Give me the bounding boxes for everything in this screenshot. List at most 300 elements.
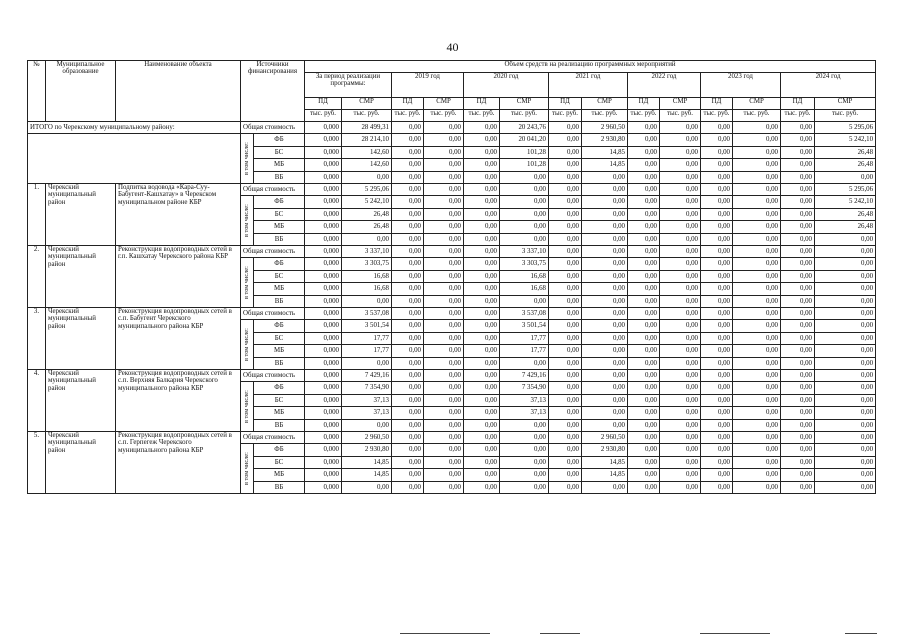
value-cell: 0,00 xyxy=(342,419,392,432)
source-label: ФБ xyxy=(254,444,305,457)
header-unit: тыс. руб. xyxy=(305,110,342,122)
value-cell: 0,00 xyxy=(815,469,876,482)
value-cell: 0,00 xyxy=(549,308,582,320)
value-cell: 0,00 xyxy=(424,432,464,444)
value-cell: 0,00 xyxy=(733,122,781,134)
value-cell: 5 295,06 xyxy=(815,184,876,196)
value-cell: 0,00 xyxy=(500,456,549,469)
value-cell: 0,00 xyxy=(628,345,660,358)
incl-label: в том числе: xyxy=(241,196,254,246)
value-cell: 0,00 xyxy=(424,456,464,469)
header-unit: тыс. руб. xyxy=(733,110,781,122)
value-cell: 0,00 xyxy=(815,233,876,246)
value-cell: 2 960,50 xyxy=(582,432,628,444)
value-cell: 0,00 xyxy=(500,357,549,370)
header-pd: ПД xyxy=(701,98,733,110)
value-cell: 0,00 xyxy=(660,320,701,333)
value-cell: 0,00 xyxy=(464,258,500,271)
value-cell: 0,00 xyxy=(549,208,582,221)
value-cell: 0,00 xyxy=(701,308,733,320)
row-number: 3. xyxy=(28,308,46,370)
municipality-name: Черекский муниципальный район xyxy=(46,184,116,246)
value-cell: 17,77 xyxy=(500,345,549,358)
value-cell: 0,00 xyxy=(733,444,781,457)
value-cell: 0,00 xyxy=(660,233,701,246)
source-label: БС xyxy=(254,394,305,407)
value-cell: 0,00 xyxy=(733,308,781,320)
value-cell: 0,00 xyxy=(500,444,549,457)
value-cell: 0,00 xyxy=(628,357,660,370)
value-cell: 0,00 xyxy=(549,394,582,407)
value-cell: 3 537,08 xyxy=(500,308,549,320)
incl-label: в том числе: xyxy=(241,134,254,184)
value-cell: 0,00 xyxy=(701,407,733,420)
value-cell: 0,00 xyxy=(733,394,781,407)
value-cell: 0,00 xyxy=(342,481,392,494)
value-cell: 0,00 xyxy=(781,481,815,494)
header-row xyxy=(28,61,876,73)
table-row xyxy=(28,432,876,444)
value-cell: 0,00 xyxy=(392,345,424,358)
value-cell: 0,00 xyxy=(464,146,500,159)
value-cell: 0,00 xyxy=(392,308,424,320)
value-cell: 0,00 xyxy=(628,456,660,469)
value-cell: 0,00 xyxy=(815,407,876,420)
header-smr: СМР xyxy=(815,98,876,110)
value-cell: 0,000 xyxy=(305,283,342,296)
value-cell: 0,00 xyxy=(781,332,815,345)
value-cell: 0,00 xyxy=(781,258,815,271)
value-cell: 0,00 xyxy=(701,332,733,345)
value-cell: 0,00 xyxy=(549,469,582,482)
value-cell: 0,00 xyxy=(392,283,424,296)
value-cell: 0,00 xyxy=(500,233,549,246)
value-cell: 28 499,31 xyxy=(342,122,392,134)
object-name: Реконструкция водопроводных сетей в с.п. Верхняя Балкария Черекского муниципального района КБР xyxy=(116,370,241,432)
value-cell: 0,000 xyxy=(305,270,342,283)
value-cell: 0,00 xyxy=(464,456,500,469)
value-cell: 0,00 xyxy=(628,221,660,234)
value-cell: 0,00 xyxy=(781,233,815,246)
source-label: Общая стоимость xyxy=(241,184,305,196)
value-cell: 0,00 xyxy=(392,444,424,457)
header-period: 2021 год xyxy=(549,73,628,98)
value-cell: 0,00 xyxy=(392,184,424,196)
value-cell: 0,00 xyxy=(660,246,701,258)
value-cell: 0,00 xyxy=(500,432,549,444)
value-cell: 0,00 xyxy=(628,159,660,172)
value-cell: 0,000 xyxy=(305,469,342,482)
value-cell: 2 960,50 xyxy=(342,432,392,444)
value-cell: 0,00 xyxy=(424,370,464,382)
value-cell: 0,000 xyxy=(305,246,342,258)
value-cell: 0,00 xyxy=(628,481,660,494)
value-cell: 0,00 xyxy=(628,432,660,444)
value-cell: 0,00 xyxy=(424,394,464,407)
value-cell: 3 303,75 xyxy=(342,258,392,271)
value-cell: 0,00 xyxy=(701,196,733,209)
value-cell: 0,00 xyxy=(628,419,660,432)
value-cell: 0,00 xyxy=(660,308,701,320)
value-cell: 0,00 xyxy=(392,122,424,134)
value-cell: 0,00 xyxy=(424,345,464,358)
value-cell: 0,00 xyxy=(628,196,660,209)
value-cell: 0,00 xyxy=(815,308,876,320)
source-label: МБ xyxy=(254,407,305,420)
value-cell: 0,00 xyxy=(582,332,628,345)
value-cell: 0,000 xyxy=(305,208,342,221)
value-cell: 0,00 xyxy=(733,456,781,469)
value-cell: 0,00 xyxy=(660,357,701,370)
value-cell: 0,00 xyxy=(815,456,876,469)
value-cell: 0,00 xyxy=(733,357,781,370)
value-cell: 0,00 xyxy=(549,332,582,345)
value-cell: 0,00 xyxy=(628,370,660,382)
source-label: МБ xyxy=(254,469,305,482)
value-cell: 0,000 xyxy=(305,481,342,494)
source-label: МБ xyxy=(254,345,305,358)
header-smr: СМР xyxy=(733,98,781,110)
value-cell: 0,000 xyxy=(305,184,342,196)
value-cell: 0,00 xyxy=(549,345,582,358)
value-cell: 0,00 xyxy=(392,407,424,420)
value-cell: 20 041,20 xyxy=(500,134,549,147)
value-cell: 0,00 xyxy=(701,134,733,147)
value-cell: 0,00 xyxy=(733,208,781,221)
value-cell: 0,00 xyxy=(500,171,549,184)
value-cell: 0,00 xyxy=(500,295,549,308)
value-cell: 0,000 xyxy=(305,159,342,172)
value-cell: 0,00 xyxy=(392,208,424,221)
value-cell: 0,000 xyxy=(305,258,342,271)
footer-line xyxy=(845,633,877,634)
value-cell: 0,00 xyxy=(582,196,628,209)
value-cell: 0,00 xyxy=(424,233,464,246)
value-cell: 0,00 xyxy=(392,270,424,283)
value-cell: 0,00 xyxy=(701,246,733,258)
value-cell: 0,00 xyxy=(781,246,815,258)
value-cell: 0,00 xyxy=(733,233,781,246)
value-cell: 0,00 xyxy=(392,233,424,246)
value-cell: 0,00 xyxy=(392,370,424,382)
total-blank xyxy=(28,134,241,184)
source-label: ВБ xyxy=(254,357,305,370)
value-cell: 0,00 xyxy=(464,308,500,320)
header-no: № xyxy=(28,61,46,122)
value-cell: 0,00 xyxy=(815,320,876,333)
value-cell: 0,00 xyxy=(549,233,582,246)
source-label: ФБ xyxy=(254,320,305,333)
value-cell: 0,00 xyxy=(701,171,733,184)
table-row xyxy=(28,184,876,196)
source-label: Общая стоимость xyxy=(241,370,305,382)
value-cell: 0,00 xyxy=(464,184,500,196)
header-smr: СМР xyxy=(424,98,464,110)
header-smr: СМР xyxy=(342,98,392,110)
value-cell: 0,00 xyxy=(781,419,815,432)
value-cell: 0,00 xyxy=(392,432,424,444)
value-cell: 26,48 xyxy=(342,208,392,221)
value-cell: 16,68 xyxy=(342,283,392,296)
source-label: МБ xyxy=(254,159,305,172)
value-cell: 5 295,06 xyxy=(342,184,392,196)
value-cell: 0,00 xyxy=(424,283,464,296)
value-cell: 0,00 xyxy=(701,357,733,370)
value-cell: 0,00 xyxy=(660,444,701,457)
header-volume: Объем средств на реализацию программных мероприятий xyxy=(305,61,876,73)
value-cell: 0,00 xyxy=(781,456,815,469)
value-cell: 0,00 xyxy=(781,407,815,420)
header-pd: ПД xyxy=(392,98,424,110)
value-cell: 0,00 xyxy=(392,171,424,184)
value-cell: 0,000 xyxy=(305,146,342,159)
value-cell: 37,13 xyxy=(500,407,549,420)
value-cell: 0,00 xyxy=(582,382,628,395)
value-cell: 0,00 xyxy=(733,432,781,444)
value-cell: 0,00 xyxy=(582,295,628,308)
value-cell: 0,00 xyxy=(392,196,424,209)
value-cell: 0,00 xyxy=(549,370,582,382)
source-label: БС xyxy=(254,146,305,159)
value-cell: 0,00 xyxy=(342,233,392,246)
header-period: За период реализации программы: xyxy=(305,73,392,98)
value-cell: 0,00 xyxy=(815,283,876,296)
value-cell: 0,00 xyxy=(392,320,424,333)
value-cell: 0,00 xyxy=(424,382,464,395)
value-cell: 0,000 xyxy=(305,444,342,457)
value-cell: 0,00 xyxy=(733,134,781,147)
value-cell: 16,68 xyxy=(342,270,392,283)
footer-line xyxy=(400,633,490,634)
source-label: Общая стоимость xyxy=(241,308,305,320)
value-cell: 17,77 xyxy=(500,332,549,345)
value-cell: 0,00 xyxy=(464,332,500,345)
value-cell: 0,00 xyxy=(582,370,628,382)
value-cell: 14,85 xyxy=(582,456,628,469)
value-cell: 14,85 xyxy=(582,469,628,482)
value-cell: 0,00 xyxy=(628,444,660,457)
value-cell: 0,000 xyxy=(305,407,342,420)
value-cell: 26,48 xyxy=(815,221,876,234)
value-cell: 0,000 xyxy=(305,122,342,134)
value-cell: 0,00 xyxy=(549,134,582,147)
value-cell: 0,00 xyxy=(464,122,500,134)
value-cell: 0,00 xyxy=(582,357,628,370)
value-cell: 0,000 xyxy=(305,171,342,184)
value-cell: 5 242,10 xyxy=(815,196,876,209)
table-row xyxy=(28,370,876,382)
value-cell: 0,00 xyxy=(781,357,815,370)
value-cell: 0,000 xyxy=(305,382,342,395)
value-cell: 0,00 xyxy=(660,122,701,134)
value-cell: 0,00 xyxy=(464,221,500,234)
value-cell: 0,00 xyxy=(342,171,392,184)
municipality-name: Черекский муниципальный район xyxy=(46,246,116,308)
value-cell: 0,00 xyxy=(660,295,701,308)
value-cell: 0,00 xyxy=(701,233,733,246)
value-cell: 0,00 xyxy=(392,394,424,407)
value-cell: 26,48 xyxy=(342,221,392,234)
value-cell: 0,00 xyxy=(424,270,464,283)
value-cell: 0,00 xyxy=(549,283,582,296)
value-cell: 0,00 xyxy=(660,432,701,444)
value-cell: 0,00 xyxy=(628,258,660,271)
value-cell: 0,00 xyxy=(781,270,815,283)
value-cell: 0,00 xyxy=(424,221,464,234)
value-cell: 37,13 xyxy=(342,407,392,420)
value-cell: 0,00 xyxy=(628,270,660,283)
value-cell: 0,00 xyxy=(392,469,424,482)
value-cell: 0,00 xyxy=(733,419,781,432)
value-cell: 0,00 xyxy=(815,295,876,308)
page-number: 40 xyxy=(446,40,459,54)
value-cell: 0,00 xyxy=(733,171,781,184)
value-cell: 0,00 xyxy=(781,432,815,444)
value-cell: 142,60 xyxy=(342,146,392,159)
value-cell: 0,00 xyxy=(500,196,549,209)
value-cell: 0,00 xyxy=(733,258,781,271)
value-cell: 0,00 xyxy=(392,246,424,258)
value-cell: 0,00 xyxy=(701,469,733,482)
value-cell: 0,00 xyxy=(464,196,500,209)
value-cell: 0,00 xyxy=(628,469,660,482)
value-cell: 0,00 xyxy=(464,444,500,457)
value-cell: 0,00 xyxy=(549,270,582,283)
value-cell: 0,00 xyxy=(464,171,500,184)
value-cell: 0,000 xyxy=(305,134,342,147)
value-cell: 0,00 xyxy=(464,159,500,172)
value-cell: 0,000 xyxy=(305,394,342,407)
value-cell: 0,00 xyxy=(464,370,500,382)
value-cell: 3 501,54 xyxy=(342,320,392,333)
value-cell: 0,000 xyxy=(305,332,342,345)
value-cell: 0,00 xyxy=(781,382,815,395)
value-cell: 0,00 xyxy=(701,481,733,494)
value-cell: 0,00 xyxy=(781,370,815,382)
source-label: ФБ xyxy=(254,134,305,147)
source-label: ВБ xyxy=(254,419,305,432)
value-cell: 0,00 xyxy=(549,432,582,444)
value-cell: 0,00 xyxy=(628,134,660,147)
value-cell: 0,00 xyxy=(582,419,628,432)
value-cell: 0,000 xyxy=(305,233,342,246)
table-row xyxy=(28,122,876,134)
value-cell: 0,00 xyxy=(392,419,424,432)
value-cell: 0,00 xyxy=(733,370,781,382)
source-label: ФБ xyxy=(254,382,305,395)
value-cell: 0,00 xyxy=(733,246,781,258)
value-cell: 14,85 xyxy=(342,456,392,469)
value-cell: 0,00 xyxy=(582,171,628,184)
value-cell: 2 960,50 xyxy=(582,122,628,134)
value-cell: 0,00 xyxy=(464,233,500,246)
value-cell: 0,00 xyxy=(549,320,582,333)
value-cell: 0,000 xyxy=(305,196,342,209)
value-cell: 0,00 xyxy=(464,419,500,432)
value-cell: 0,00 xyxy=(424,184,464,196)
value-cell: 0,00 xyxy=(582,270,628,283)
header-period: 2019 год xyxy=(392,73,464,98)
value-cell: 0,00 xyxy=(549,357,582,370)
value-cell: 0,000 xyxy=(305,320,342,333)
value-cell: 0,00 xyxy=(582,233,628,246)
value-cell: 0,00 xyxy=(582,308,628,320)
value-cell: 0,00 xyxy=(660,221,701,234)
value-cell: 0,00 xyxy=(815,171,876,184)
value-cell: 0,00 xyxy=(582,246,628,258)
incl-label: в том числе: xyxy=(241,444,254,494)
value-cell: 0,00 xyxy=(733,345,781,358)
header-object: Наименование объекта xyxy=(116,61,241,122)
row-number: 1. xyxy=(28,184,46,246)
object-name: Реконструкция водопроводных сетей в с.п. Бабугент Черекского муниципального района КБР xyxy=(116,308,241,370)
value-cell: 0,00 xyxy=(549,171,582,184)
value-cell: 0,000 xyxy=(305,370,342,382)
value-cell: 0,00 xyxy=(733,382,781,395)
header-unit: тыс. руб. xyxy=(342,110,392,122)
value-cell: 0,00 xyxy=(733,283,781,296)
value-cell: 0,00 xyxy=(660,419,701,432)
value-cell: 0,000 xyxy=(305,221,342,234)
value-cell: 0,00 xyxy=(342,357,392,370)
value-cell: 0,00 xyxy=(781,295,815,308)
value-cell: 0,00 xyxy=(424,444,464,457)
value-cell: 7 354,90 xyxy=(500,382,549,395)
value-cell: 0,00 xyxy=(781,345,815,358)
value-cell: 0,00 xyxy=(628,246,660,258)
value-cell: 0,00 xyxy=(464,134,500,147)
value-cell: 0,00 xyxy=(628,308,660,320)
value-cell: 0,00 xyxy=(464,357,500,370)
value-cell: 0,00 xyxy=(733,146,781,159)
value-cell: 0,00 xyxy=(733,184,781,196)
value-cell: 0,00 xyxy=(392,382,424,395)
value-cell: 0,00 xyxy=(500,221,549,234)
value-cell: 0,00 xyxy=(701,444,733,457)
value-cell: 0,00 xyxy=(733,332,781,345)
value-cell: 0,00 xyxy=(781,208,815,221)
value-cell: 16,68 xyxy=(500,270,549,283)
row-number: 5. xyxy=(28,432,46,494)
value-cell: 3 537,08 xyxy=(342,308,392,320)
value-cell: 0,00 xyxy=(628,208,660,221)
value-cell: 0,00 xyxy=(582,320,628,333)
value-cell: 0,00 xyxy=(781,394,815,407)
header-unit: тыс. руб. xyxy=(392,110,424,122)
value-cell: 0,00 xyxy=(781,171,815,184)
footer-line xyxy=(540,633,580,634)
value-cell: 0,00 xyxy=(660,382,701,395)
header-unit: тыс. руб. xyxy=(660,110,701,122)
value-cell: 2 930,80 xyxy=(582,444,628,457)
value-cell: 0,00 xyxy=(424,295,464,308)
value-cell: 0,00 xyxy=(628,332,660,345)
value-cell: 0,00 xyxy=(392,295,424,308)
value-cell: 0,00 xyxy=(549,146,582,159)
value-cell: 0,00 xyxy=(733,196,781,209)
value-cell: 3 501,54 xyxy=(500,320,549,333)
value-cell: 0,00 xyxy=(701,295,733,308)
incl-label: в том числе: xyxy=(241,382,254,432)
value-cell: 0,00 xyxy=(549,456,582,469)
value-cell: 0,00 xyxy=(628,394,660,407)
value-cell: 0,00 xyxy=(701,146,733,159)
value-cell: 0,00 xyxy=(628,382,660,395)
value-cell: 17,77 xyxy=(342,345,392,358)
header-source: Источники финансирования xyxy=(241,61,305,122)
value-cell: 0,000 xyxy=(305,295,342,308)
header-unit: тыс. руб. xyxy=(628,110,660,122)
